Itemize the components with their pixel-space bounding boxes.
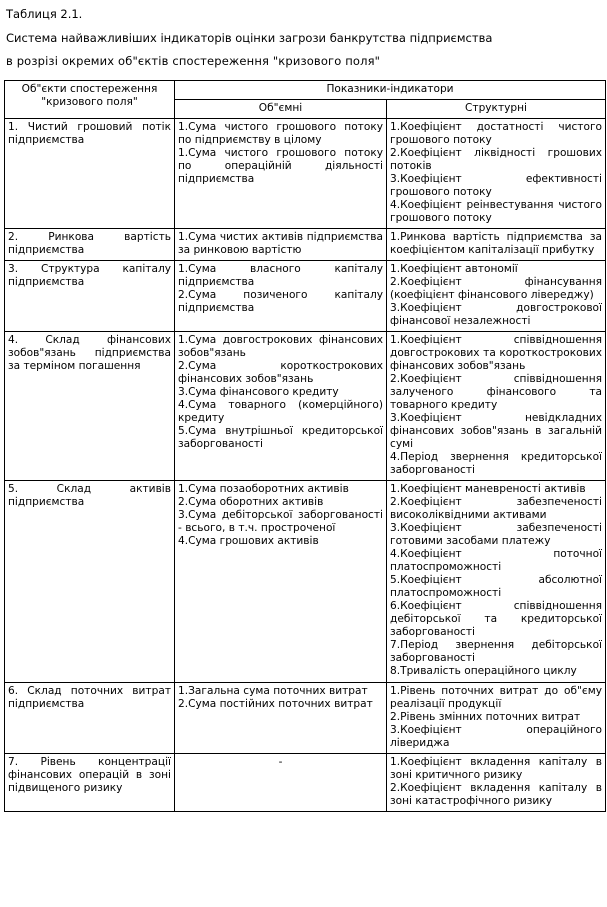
indicator-line: 1.Коефіцієнт співвідношення довгострокових та короткострокових фінансових зобов"язань — [390, 334, 602, 373]
table-header-row-1 — [5, 80, 606, 99]
header-objects: Об"єкти спостереження "кризового поля" — [5, 80, 175, 118]
cell-volume-indicators — [175, 682, 387, 753]
cell-structural-indicators — [387, 228, 606, 260]
indicator-line: 2.Коефіцієнт вкладення капіталу в зоні катастрофічного ризику — [390, 781, 602, 807]
indicator-line: 2.Коефіцієнт забезпеченості високоліквідними активами — [390, 496, 602, 522]
indicator-line: 3.Сума фінансового кредиту — [178, 386, 339, 399]
indicator-line: 1.Коефіцієнт маневреності активів — [390, 483, 586, 496]
indicator-line: 2.Сума постійних поточних витрат — [178, 697, 373, 710]
indicator-line: 2.Коефіцієнт співвідношення залученого фінансового та товарного кредиту — [390, 373, 602, 412]
cell-volume-indicators — [175, 118, 387, 228]
cell-structural-indicators — [387, 118, 606, 228]
indicators-table — [4, 80, 606, 812]
cell-structural-indicators — [387, 682, 606, 753]
indicator-line: 1.Рівень поточних витрат до об"єму реалізації продукції — [390, 684, 602, 710]
indicator-line: 4.Сума грошових активів — [178, 535, 319, 548]
table-row — [5, 481, 606, 682]
indicator-line: 1.Коефіцієнт автономії — [390, 263, 518, 276]
cell-structural-indicators — [387, 261, 606, 332]
header-volume: Об"ємні — [175, 99, 387, 118]
cell-object: 6. Склад поточних витрат підприємства — [5, 682, 175, 753]
indicator-line: 2.Коефіцієнт фінансування (коефіцієнт фінансового лівереджу) — [390, 276, 602, 302]
cell-object: 7. Рівень концентрації фінансових операцій в зоні підвищеного ризику — [5, 753, 175, 811]
cell-object: 5. Склад активів підприємства — [5, 481, 175, 682]
indicator-line: 1.Сума чистого грошового потоку по операційній діяльності підприємства — [178, 146, 383, 185]
indicator-line: 3.Коефіцієнт операційного лівериджа — [390, 723, 602, 749]
header-structural: Структурні — [387, 99, 606, 118]
indicator-line: 2.Рівень змінних поточних витрат — [390, 710, 581, 723]
indicator-line: 1.Коефіцієнт вкладення капіталу в зоні критичного ризику — [390, 755, 602, 781]
indicator-line: - — [278, 755, 283, 768]
indicator-line: 1.Сума чистих активів підприємства за ринковою вартістю — [178, 230, 383, 256]
indicator-line: 1.Сума чистого грошового потоку по підприємству в цілому — [178, 120, 383, 146]
cell-structural-indicators — [387, 753, 606, 811]
indicator-line: 1.Сума власного капіталу підприємства — [178, 263, 383, 289]
table-row — [5, 118, 606, 228]
indicator-line: 5.Коефіцієнт абсолютної платоспроможності — [390, 574, 602, 600]
cell-structural-indicators — [387, 332, 606, 481]
table-row — [5, 228, 606, 260]
indicator-line: 4.Сума товарного (комерційного) кредиту — [178, 399, 383, 425]
cell-object: 4. Склад фінансових зобов"язань підприємства за терміном погашення — [5, 332, 175, 481]
header-indicators-group: Показники-індикатори — [175, 80, 606, 99]
document-title-line-1: Система найважливіших індикаторів оцінки загрози банкрутства підприємства — [6, 30, 493, 45]
table-row — [5, 682, 606, 753]
indicator-line: 4.Коефіцієнт поточної платоспроможності — [390, 548, 602, 574]
indicator-line: 1.Сума позаоборотних активів — [178, 483, 349, 496]
document-title-line-2: в розрізі окремих об"єктів спостереження "кризового поля" — [6, 54, 381, 69]
table-row — [5, 332, 606, 481]
cell-object: 1. Чистий грошовий потік підприємства — [5, 118, 175, 228]
cell-volume-indicators — [175, 753, 387, 811]
indicator-line: 3.Сума дебіторської заборгованості - всього, в т.ч. простроченої — [178, 509, 383, 535]
indicator-line: 2.Коефіцієнт ліквідності грошових потоків — [390, 146, 602, 172]
indicator-line: 3.Коефіцієнт довгострокової фінансової незалежності — [390, 302, 602, 328]
indicator-line: 5.Сума внутрішньої кредиторської заборгованості — [178, 425, 383, 451]
cell-volume-indicators — [175, 332, 387, 481]
cell-volume-indicators — [175, 481, 387, 682]
indicator-line: 1.Сума довгострокових фінансових зобов"язань — [178, 334, 383, 360]
indicator-line: 7.Період звернення дебіторської заборгованості — [390, 639, 602, 665]
table-row — [5, 261, 606, 332]
indicator-line: 2.Сума позиченого капіталу підприємства — [178, 289, 383, 315]
cell-structural-indicators — [387, 481, 606, 682]
indicator-line: 4.Період звернення кредиторської заборгованості — [390, 451, 602, 477]
indicator-line: 1.Коефіцієнт достатності чистого грошового потоку — [390, 120, 602, 146]
indicator-line: 3.Коефіцієнт невідкладних фінансових зобов"язань в загальній сумі — [390, 412, 602, 451]
cell-volume-indicators — [175, 261, 387, 332]
table-row — [5, 753, 606, 811]
indicator-line: 3.Коефіцієнт забезпеченості готовими засобами платежу — [390, 522, 602, 548]
indicator-line: 3.Коефіцієнт ефективності грошового потоку — [390, 172, 602, 198]
cell-volume-indicators — [175, 228, 387, 260]
indicator-line: 1.Ринкова вартість підприємства за коефіцієнтом капіталізації прибутку — [390, 230, 602, 256]
indicator-line: 2.Сума короткострокових фінансових зобов"язань — [178, 360, 383, 386]
table-caption: Таблиця 2.1. — [6, 7, 83, 21]
cell-object: 3. Структура капіталу підприємства — [5, 261, 175, 332]
indicator-line: 2.Сума оборотних активів — [178, 496, 324, 509]
indicator-line: 1.Загальна сума поточних витрат — [178, 684, 368, 697]
indicator-line: 6.Коефіцієнт співвідношення дебіторської та кредиторської заборгованості — [390, 600, 602, 639]
indicator-line: 8.Тривалість операційного циклу — [390, 665, 577, 678]
table-body — [5, 118, 606, 811]
indicator-line: 4.Коефіцієнт реінвестування чистого грошового потоку — [390, 198, 602, 224]
cell-object: 2. Ринкова вартість підприємства — [5, 228, 175, 260]
